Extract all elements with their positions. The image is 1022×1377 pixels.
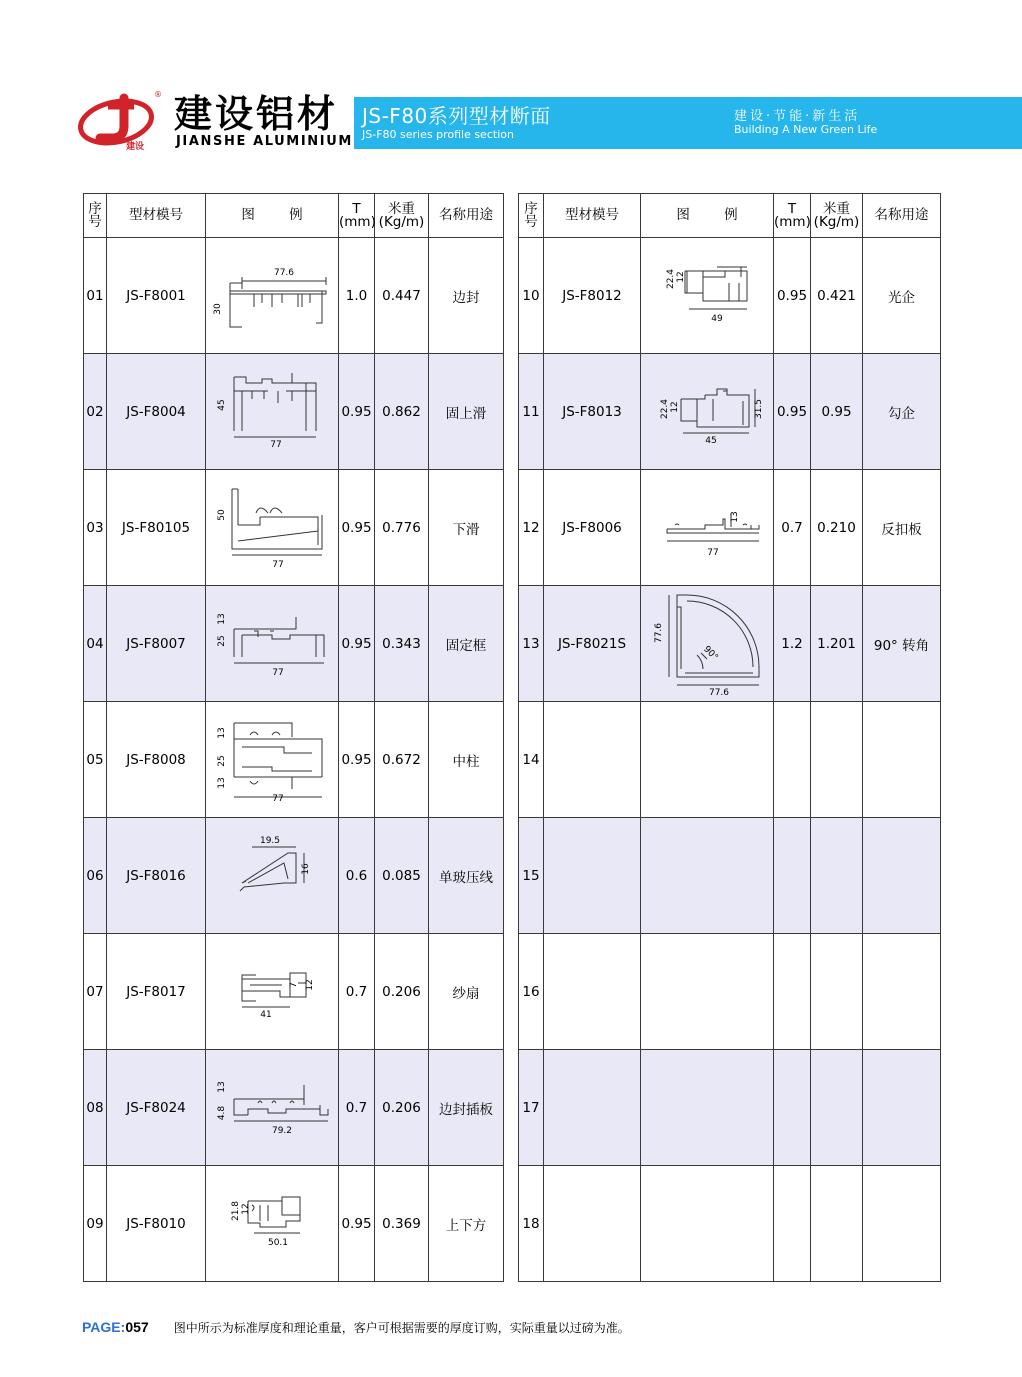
cell-usage: 光企 xyxy=(863,238,941,354)
cell-thickness xyxy=(774,934,811,1050)
dimension-label: 79.2 xyxy=(271,1125,293,1136)
page-footer xyxy=(82,1317,630,1336)
cell-thickness: 0.95 xyxy=(774,354,811,470)
profile-section-diagram xyxy=(212,253,332,339)
table-row xyxy=(84,1050,504,1166)
cell-num: 11 xyxy=(519,354,544,470)
dimension-label: 12 xyxy=(305,978,315,991)
cell-weight: 0.862 xyxy=(375,354,429,470)
cell-num: 13 xyxy=(519,586,544,702)
cell-num: 02 xyxy=(84,354,107,470)
cell-num: 08 xyxy=(84,1050,107,1166)
cell-num: 12 xyxy=(519,470,544,586)
cell-weight xyxy=(811,702,863,818)
profile-section-diagram xyxy=(212,833,332,919)
table-row xyxy=(84,470,504,586)
profile-section-diagram xyxy=(212,485,332,571)
cell-model xyxy=(544,1166,641,1282)
cell-model: JS-F8008 xyxy=(107,702,206,818)
cell-figure xyxy=(641,1166,774,1282)
cell-weight xyxy=(811,1050,863,1166)
header-figure: 图 例 xyxy=(641,194,774,238)
brand-logo xyxy=(78,92,358,152)
header-t-label: T xyxy=(787,200,797,217)
page-title: JS-F80系列型材断面 xyxy=(362,104,551,128)
table-row xyxy=(84,238,504,354)
dimension-label: 25 xyxy=(217,634,227,647)
brand-name-cn: 建设铝材 xyxy=(174,92,339,136)
cell-model xyxy=(544,702,641,818)
header-usage: 名称用途 xyxy=(429,194,504,238)
dimension-label: 22.4 xyxy=(666,268,676,289)
table-header-row xyxy=(519,194,941,238)
table-row xyxy=(519,470,941,586)
cell-figure xyxy=(641,1050,774,1166)
cell-num: 07 xyxy=(84,934,107,1050)
cell-weight xyxy=(811,818,863,934)
cell-figure xyxy=(206,238,339,354)
table-row xyxy=(84,702,504,818)
cell-figure xyxy=(206,354,339,470)
cell-weight xyxy=(811,934,863,1050)
dimension-label: 77.6 xyxy=(654,622,664,643)
profile-section-diagram xyxy=(212,601,332,687)
dimension-label: 13 xyxy=(730,510,740,523)
cell-num: 15 xyxy=(519,818,544,934)
cell-model: JS-F8013 xyxy=(544,354,641,470)
header-usage: 名称用途 xyxy=(863,194,941,238)
cell-model: JS-F8024 xyxy=(107,1050,206,1166)
cell-thickness: 0.95 xyxy=(339,702,375,818)
cell-usage xyxy=(863,702,941,818)
cell-figure xyxy=(206,1166,339,1282)
header-figure: 图 例 xyxy=(206,194,339,238)
cell-model: JS-F8017 xyxy=(107,934,206,1050)
profile-section-diagram xyxy=(212,1065,332,1151)
cell-weight: 0.369 xyxy=(375,1166,429,1282)
header-t-unit: (mm) xyxy=(774,213,811,230)
dimension-label: 13 xyxy=(217,776,227,789)
cell-figure xyxy=(641,470,774,586)
dimension-label: 13 xyxy=(217,1080,227,1093)
cell-num: 05 xyxy=(84,702,107,818)
dimension-label: 7 xyxy=(289,981,299,988)
cell-usage xyxy=(863,1050,941,1166)
registered-mark: ® xyxy=(154,90,162,99)
cell-figure xyxy=(206,702,339,818)
dimension-label: 45 xyxy=(705,435,717,446)
table-row xyxy=(519,702,941,818)
cell-model xyxy=(544,934,641,1050)
dimension-label: 19.5 xyxy=(259,835,281,846)
cell-usage: 边封插板 xyxy=(429,1050,504,1166)
cell-model xyxy=(544,1050,641,1166)
cell-model: JS-F8021S xyxy=(544,586,641,702)
header-num: 序号 xyxy=(84,194,107,238)
dimension-label: 77 xyxy=(707,547,719,558)
dimension-label: 50 xyxy=(217,508,227,521)
header-t xyxy=(339,194,375,238)
dimension-label: 77 xyxy=(272,667,284,678)
cell-weight: 0.085 xyxy=(375,818,429,934)
cell-weight: 0.672 xyxy=(375,702,429,818)
slogan-en: Building A New Green Life xyxy=(734,123,878,136)
cell-usage xyxy=(863,1166,941,1282)
cell-num: 01 xyxy=(84,238,107,354)
dimension-label: 13 xyxy=(217,612,227,625)
cell-weight: 0.210 xyxy=(811,470,863,586)
cell-model: JS-F8012 xyxy=(544,238,641,354)
dimension-label: 77.6 xyxy=(708,687,730,698)
table-row xyxy=(519,1050,941,1166)
profile-section-diagram xyxy=(212,369,332,455)
profile-section-diagram xyxy=(647,253,767,339)
cell-figure xyxy=(206,818,339,934)
header-t-unit: (mm) xyxy=(339,213,376,230)
cell-usage: 纱扇 xyxy=(429,934,504,1050)
footer-note: 图中所示为标准厚度和理论重量，客户可根据需要的厚度订购，实际重量以过磅为准。 xyxy=(173,1321,630,1335)
cell-thickness: 0.95 xyxy=(339,1166,375,1282)
cell-model xyxy=(544,818,641,934)
table-row xyxy=(84,1166,504,1282)
cell-thickness: 0.95 xyxy=(774,238,811,354)
header-model: 型材模号 xyxy=(107,194,206,238)
cell-usage: 90° 转角 xyxy=(863,586,941,702)
cell-figure xyxy=(206,1050,339,1166)
cell-num: 16 xyxy=(519,934,544,1050)
cell-model: JS-F8004 xyxy=(107,354,206,470)
cell-weight: 0.343 xyxy=(375,586,429,702)
dimension-label: 50.1 xyxy=(267,1237,289,1248)
table-row xyxy=(84,354,504,470)
table-header-row xyxy=(84,194,504,238)
header-weight-unit: (Kg/m) xyxy=(813,213,860,230)
cell-thickness: 0.7 xyxy=(339,1050,375,1166)
cell-num: 10 xyxy=(519,238,544,354)
cell-weight: 0.421 xyxy=(811,238,863,354)
cell-usage: 反扣板 xyxy=(863,470,941,586)
table-row xyxy=(519,818,941,934)
cell-model: JS-F8016 xyxy=(107,818,206,934)
cell-thickness xyxy=(774,818,811,934)
table-row xyxy=(519,238,941,354)
cell-usage xyxy=(863,934,941,1050)
profile-table-left xyxy=(83,193,504,1282)
cell-thickness: 0.7 xyxy=(339,934,375,1050)
table-row xyxy=(519,354,941,470)
table-row xyxy=(84,818,504,934)
cell-figure xyxy=(641,818,774,934)
header-weight-label: 米重 xyxy=(823,200,850,217)
cell-figure xyxy=(641,354,774,470)
page-subtitle: JS-F80 series profile section xyxy=(362,128,514,141)
header-t-label: T xyxy=(352,200,361,217)
header-num: 序号 xyxy=(519,194,544,238)
header-weight-label: 米重 xyxy=(388,200,415,217)
dimension-label: 22.4 xyxy=(660,398,670,419)
cell-model: JS-F8007 xyxy=(107,586,206,702)
cell-thickness: 1.0 xyxy=(339,238,375,354)
page-label: PAGE: xyxy=(82,1319,126,1335)
dimension-label: 49 xyxy=(711,313,723,324)
cell-usage: 上下方 xyxy=(429,1166,504,1282)
cell-usage: 勾企 xyxy=(863,354,941,470)
header-weight xyxy=(375,194,429,238)
cell-num: 06 xyxy=(84,818,107,934)
cell-num: 04 xyxy=(84,586,107,702)
cell-weight: 0.776 xyxy=(375,470,429,586)
cell-usage: 边封 xyxy=(429,238,504,354)
cell-figure xyxy=(206,586,339,702)
profile-section-diagram xyxy=(647,589,767,699)
cell-thickness: 0.7 xyxy=(774,470,811,586)
slogan-cn: 建设·节能·新生活 xyxy=(734,109,861,124)
header-weight xyxy=(811,194,863,238)
cell-model: JS-F8010 xyxy=(107,1166,206,1282)
dimension-label: 12 xyxy=(670,400,680,413)
cell-weight xyxy=(811,1166,863,1282)
dimension-label: 31.5 xyxy=(754,398,764,419)
profile-table-right xyxy=(518,193,941,1282)
cell-model: JS-F8006 xyxy=(544,470,641,586)
dimension-label: 41 xyxy=(260,1009,272,1020)
dimension-label: 25 xyxy=(217,754,227,767)
brand-mark-text: 建设 xyxy=(126,142,145,152)
cell-thickness: 0.95 xyxy=(339,586,375,702)
profile-section-diagram xyxy=(647,485,767,571)
dimension-label: 90° xyxy=(701,643,720,663)
profile-section-diagram xyxy=(212,949,332,1035)
cell-thickness xyxy=(774,1166,811,1282)
header-model: 型材模号 xyxy=(544,194,641,238)
dimension-label: 77 xyxy=(272,793,284,803)
cell-num: 14 xyxy=(519,702,544,818)
cell-num: 09 xyxy=(84,1166,107,1282)
brand-mark-icon xyxy=(78,92,154,152)
cell-figure xyxy=(641,702,774,818)
cell-figure xyxy=(641,934,774,1050)
dimension-label: 21.8 xyxy=(231,1200,241,1221)
cell-weight: 0.447 xyxy=(375,238,429,354)
header-t xyxy=(774,194,811,238)
dimension-label: 4.8 xyxy=(217,1105,227,1120)
cell-weight: 0.95 xyxy=(811,354,863,470)
header-weight-unit: (Kg/m) xyxy=(378,213,425,230)
dimension-label: 77 xyxy=(270,439,282,450)
cell-usage: 固上滑 xyxy=(429,354,504,470)
header-banner xyxy=(354,97,1022,149)
table-row xyxy=(84,934,504,1050)
cell-thickness xyxy=(774,702,811,818)
cell-figure xyxy=(641,586,774,702)
dimension-label: 45 xyxy=(217,398,227,411)
cell-thickness: 0.6 xyxy=(339,818,375,934)
cell-figure xyxy=(641,238,774,354)
table-row xyxy=(84,586,504,702)
profile-section-diagram xyxy=(212,1181,332,1267)
cell-usage: 单玻压线 xyxy=(429,818,504,934)
cell-figure xyxy=(206,934,339,1050)
cell-usage: 下滑 xyxy=(429,470,504,586)
cell-weight: 0.206 xyxy=(375,934,429,1050)
cell-num: 17 xyxy=(519,1050,544,1166)
cell-usage: 中柱 xyxy=(429,702,504,818)
cell-weight: 1.201 xyxy=(811,586,863,702)
table-row xyxy=(519,1166,941,1282)
cell-usage xyxy=(863,818,941,934)
page-number: 057 xyxy=(125,1319,149,1335)
brand-name-en: JIANSHE ALUMINIUM xyxy=(176,134,353,149)
table-row xyxy=(519,586,941,702)
dimension-label: 77.6 xyxy=(273,267,295,278)
cell-thickness: 1.2 xyxy=(774,586,811,702)
dimension-label: 77 xyxy=(272,559,284,570)
cell-num: 18 xyxy=(519,1166,544,1282)
profile-section-diagram xyxy=(212,717,332,803)
dimension-label: 16 xyxy=(301,862,311,875)
dimension-label: 13 xyxy=(217,726,227,739)
profile-section-diagram xyxy=(647,369,767,455)
cell-thickness xyxy=(774,1050,811,1166)
dimension-label: 12 xyxy=(676,270,686,283)
table-row xyxy=(519,934,941,1050)
cell-model: JS-F8001 xyxy=(107,238,206,354)
cell-model: JS-F80105 xyxy=(107,470,206,586)
cell-weight: 0.206 xyxy=(375,1050,429,1166)
cell-thickness: 0.95 xyxy=(339,470,375,586)
cell-thickness: 0.95 xyxy=(339,354,375,470)
cell-figure xyxy=(206,470,339,586)
cell-num: 03 xyxy=(84,470,107,586)
dimension-label: 30 xyxy=(213,302,223,315)
dimension-label: 12 xyxy=(241,1202,251,1215)
cell-usage: 固定框 xyxy=(429,586,504,702)
